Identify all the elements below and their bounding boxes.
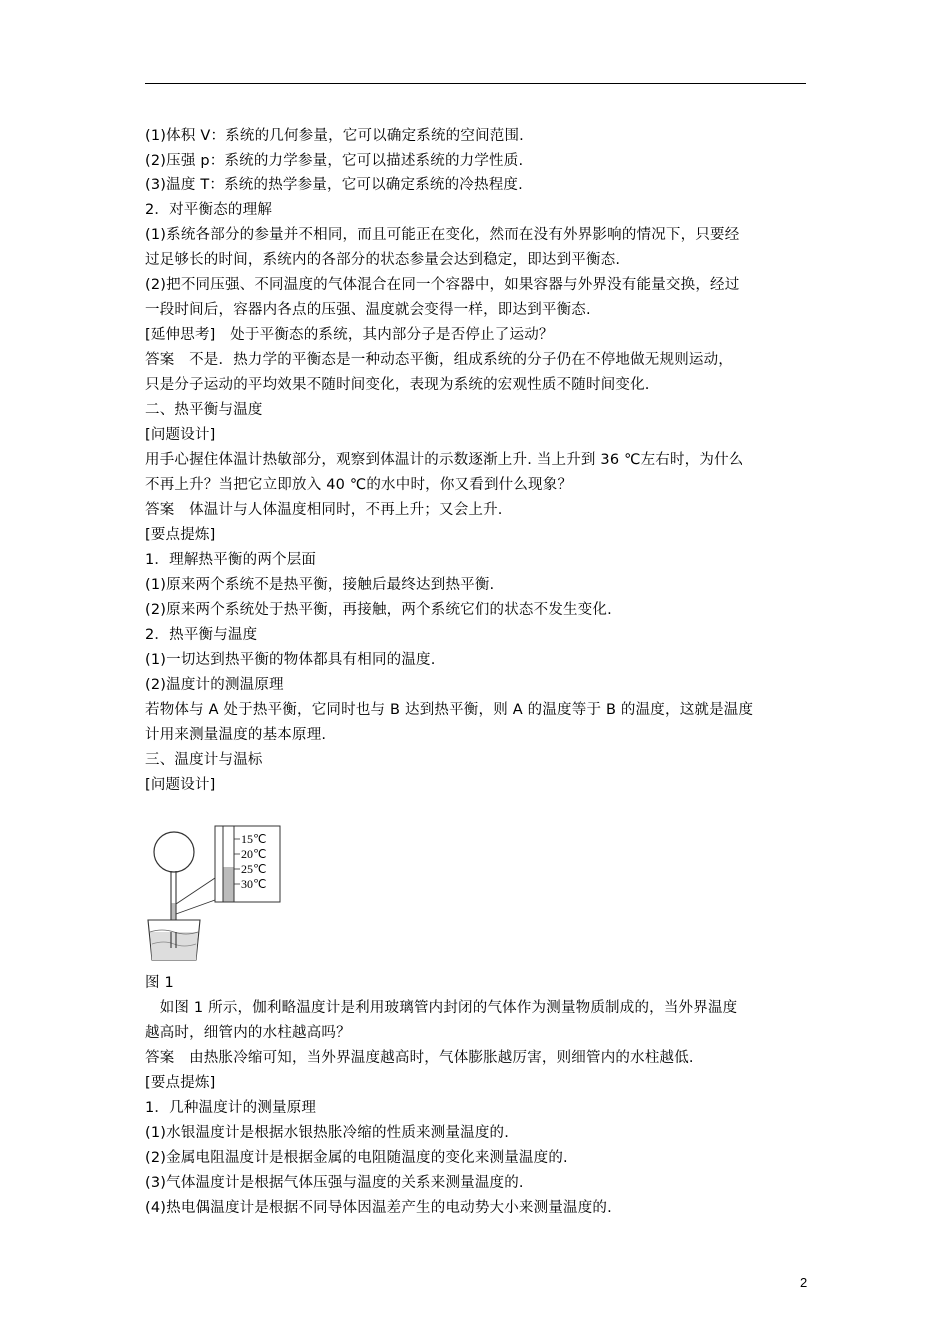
text-line: (2)压强 p：系统的力学参量，它可以描述系统的力学性质. xyxy=(145,153,524,169)
text-line: (4)热电偶温度计是根据不同导体因温差产生的电动势大小来测量温度的. xyxy=(145,1200,612,1216)
text-line: 1．几种温度计的测量原理 xyxy=(145,1100,317,1116)
text-line: 答案 体温计与人体温度相同时，不再上升；又会上升. xyxy=(145,502,503,518)
text-line: 用手心握住体温计热敏部分，观察到体温计的示数逐渐上升. 当上升到 36 ℃左右时，为什么 xyxy=(145,452,744,468)
text-line: (3)气体温度计是根据气体压强与温度的关系来测量温度的. xyxy=(145,1175,524,1191)
text-line: (3)温度 T：系统的热学参量，它可以确定系统的冷热程度. xyxy=(145,177,523,193)
text-line: 不再上升？当把它立即放入 40 ℃的水中时，你又看到什么现象？ xyxy=(145,477,573,493)
glass-bulb xyxy=(154,832,194,872)
text-line: 1．理解热平衡的两个层面 xyxy=(145,552,317,568)
magnified-water xyxy=(224,867,234,902)
text-line: 答案 不是．热力学的平衡态是一种动态平衡，组成系统的分子仍在不停地做无规则运动， xyxy=(145,352,733,368)
galileo-thermometer-figure xyxy=(140,820,300,970)
text-line: (1)水银温度计是根据水银热胀冷缩的性质来测量温度的. xyxy=(145,1125,510,1141)
text-line: (2)金属电阻温度计是根据金属的电阻随温度的变化来测量温度的. xyxy=(145,1150,568,1166)
figure-caption: 图 1 xyxy=(145,975,174,991)
text-line: 2．对平衡态的理解 xyxy=(145,202,273,218)
text-line: 只是分子运动的平均效果不随时间变化，表现为系统的宏观性质不随时间变化. xyxy=(145,377,650,393)
text-line: 2．热平衡与温度 xyxy=(145,627,258,643)
text-line: (2)温度计的测温原理 xyxy=(145,677,284,693)
page-number: 2 xyxy=(800,1275,808,1290)
leader-line xyxy=(176,878,215,904)
section-heading: 二、热平衡与温度 xyxy=(145,402,263,418)
header-rule xyxy=(145,83,806,84)
text-line: 答案 由热胀冷缩可知，当外界温度越高时，气体膨胀越厉害，则细管内的水柱越低. xyxy=(145,1050,694,1066)
section-heading: 三、温度计与温标 xyxy=(145,752,263,768)
text-line: 如图 1 所示，伽利略温度计是利用玻璃管内封闭的气体作为测量物质制成的，当外界温度 xyxy=(145,1000,738,1016)
text-line: (1)体积 V：系统的几何参量，它可以确定系统的空间范围. xyxy=(145,128,524,144)
text-line: 越高时，细管内的水柱越高吗？ xyxy=(145,1025,351,1041)
beaker-water xyxy=(150,932,198,960)
text-line: (2)原来两个系统处于热平衡，再接触，两个系统它们的状态不发生变化. xyxy=(145,602,612,618)
text-line: 计用来测量温度的基本原理. xyxy=(145,727,327,743)
scale-label: 30℃ xyxy=(241,877,267,891)
scale-label: 25℃ xyxy=(241,862,267,876)
leader-line xyxy=(176,900,215,914)
text-line: [问题设计] xyxy=(145,777,216,793)
scale-label: 20℃ xyxy=(241,847,267,861)
text-line: [要点提炼] xyxy=(145,527,216,543)
text-line: [延伸思考] 处于平衡态的系统，其内部分子是否停止了运动？ xyxy=(145,327,554,343)
text-line: 过足够长的时间，系统内的各部分的状态参量会达到稳定，即达到平衡态. xyxy=(145,252,621,268)
scale-label: 15℃ xyxy=(241,832,267,846)
text-line: (1)系统各部分的参量并不相同，而且可能正在变化，然而在没有外界影响的情况下，只要经 xyxy=(145,227,740,243)
text-line: 若物体与 A 处于热平衡，它同时也与 B 达到热平衡，则 A 的温度等于 B 的温度，这就是温度 xyxy=(145,702,754,718)
text-line: (1)一切达到热平衡的物体都具有相同的温度. xyxy=(145,652,436,668)
text-line: 一段时间后，容器内各点的压强、温度就会变得一样，即达到平衡态. xyxy=(145,302,591,318)
text-line: (2)把不同压强、不同温度的气体混合在同一个容器中，如果容器与外界没有能量交换，经过 xyxy=(145,277,740,293)
text-line: (1)原来两个系统不是热平衡，接触后最终达到热平衡. xyxy=(145,577,495,593)
text-line: [问题设计] xyxy=(145,427,216,443)
text-line: [要点提炼] xyxy=(145,1075,216,1091)
